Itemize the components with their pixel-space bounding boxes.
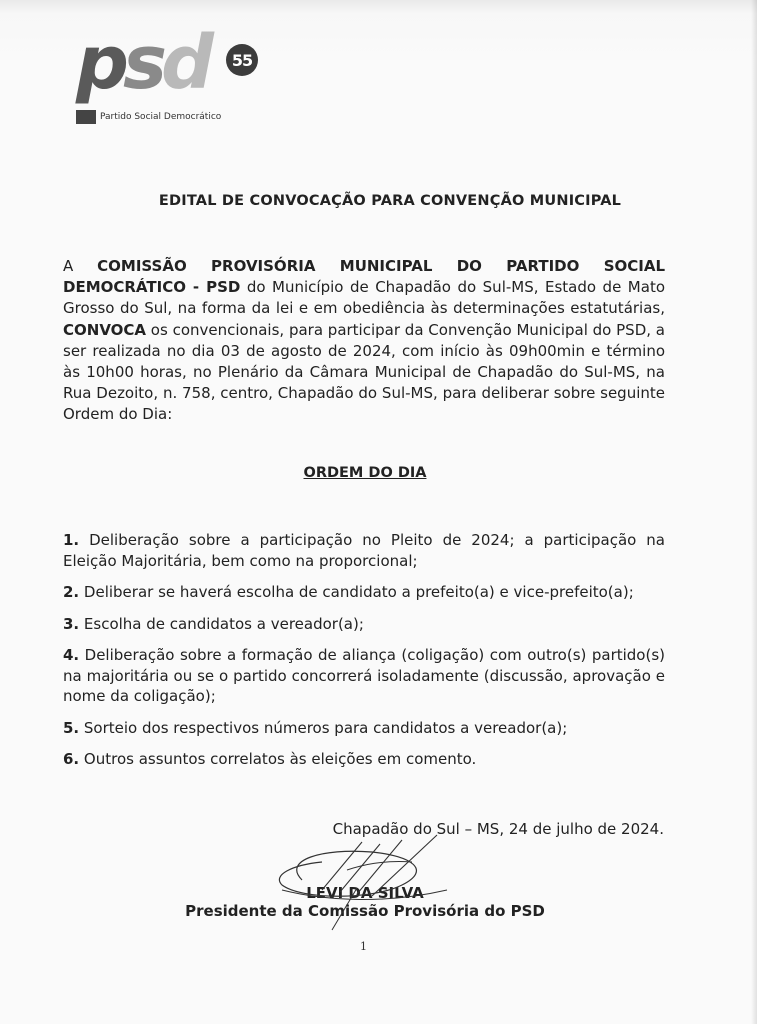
intro-bold-2: CONVOCA: [63, 320, 147, 339]
logo-wordmark: [76, 20, 209, 106]
logo-letter-p: p: [76, 20, 123, 106]
agenda-item-text: Deliberação sobre a formação de aliança (coligação) com outro(s) partido(s) na majoritária ou se o partido concorrerá isoladamente (discussão, aprovação e nome da coligação);: [63, 646, 665, 705]
intro-text-1: A: [63, 257, 98, 275]
agenda-item: [63, 530, 665, 571]
agenda-item-text: Outros assuntos correlatos às eleições em comento.: [79, 750, 477, 768]
agenda-item-number: 2.: [63, 583, 80, 601]
agenda-item-text: Escolha de candidatos a vereador(a);: [79, 614, 364, 633]
logo-subtitle: Partido Social Democrático: [100, 112, 222, 122]
agenda-item-text: Deliberar se haverá escolha de candidato a prefeito(a) e vice-prefeito(a);: [79, 583, 634, 601]
logo-letter-s: s: [122, 20, 162, 106]
agenda-item-number: 5.: [63, 718, 80, 737]
agenda-item-number: 4.: [63, 646, 80, 664]
page-number: 1: [360, 940, 367, 953]
agenda-list: [63, 530, 665, 781]
signatory-role: Presidente da Comissão Provisória do PSD: [185, 902, 545, 920]
agenda-item-text: Sorteio dos respectivos números para candidatos a vereador(a);: [79, 718, 568, 737]
agenda-item-text: Deliberação sobre a participação no Pleito de 2024; a participação na Eleição Majoritária, bem como na proporcional;: [63, 531, 665, 570]
agenda-item-number: 6.: [63, 750, 80, 768]
agenda-item: [63, 645, 665, 707]
signatory-name: LEVI DA SILVA: [306, 884, 424, 902]
agenda-item-number: 3.: [63, 614, 80, 633]
intro-text-3: os convencionais, para participar da Convenção Municipal do PSD, a ser realizada no dia 03 de agosto de 2024, com início às 09h00min e término às 10h00 horas, no Plenário da Câmara Municipal de Chapadão do Sul-MS, na Rua Dezoito, n. 758, centro, Chapadão do Sul-MS, para deliberar sobre seguinte Ordem do Dia:: [63, 320, 665, 424]
dateline: Chapadão do Sul – MS, 24 de julho de 2024.: [332, 820, 664, 838]
agenda-item: [63, 582, 665, 603]
logo-letter-d: d: [161, 20, 209, 106]
intro-text-2: do Município de Chapadão do Sul-MS, Estado de Mato Grosso do Sul, na forma da lei e em obediência às determinações estatutárias,: [63, 278, 666, 318]
agenda-item: [63, 749, 665, 770]
agenda-item: [63, 718, 665, 739]
agenda-item-number: 1.: [63, 531, 80, 549]
page-edge-shadow: [751, 0, 757, 1024]
intro-bold-1: COMISSÃO PROVISÓRIA MUNICIPAL DO PARTIDO SOCIAL DEMOCRÁTICO - PSD: [63, 257, 666, 297]
agenda-item: [63, 614, 665, 635]
handwritten-signature: [262, 830, 462, 940]
intro-paragraph: [63, 256, 665, 426]
psd-logo: [76, 20, 266, 130]
document-title: EDITAL DE CONVOCAÇÃO PARA CONVENÇÃO MUNICIPAL: [158, 193, 622, 209]
logo-number-badge: 55: [226, 44, 258, 76]
logo-tag-block: [76, 110, 96, 124]
ordem-heading: ORDEM DO DIA: [303, 465, 427, 481]
